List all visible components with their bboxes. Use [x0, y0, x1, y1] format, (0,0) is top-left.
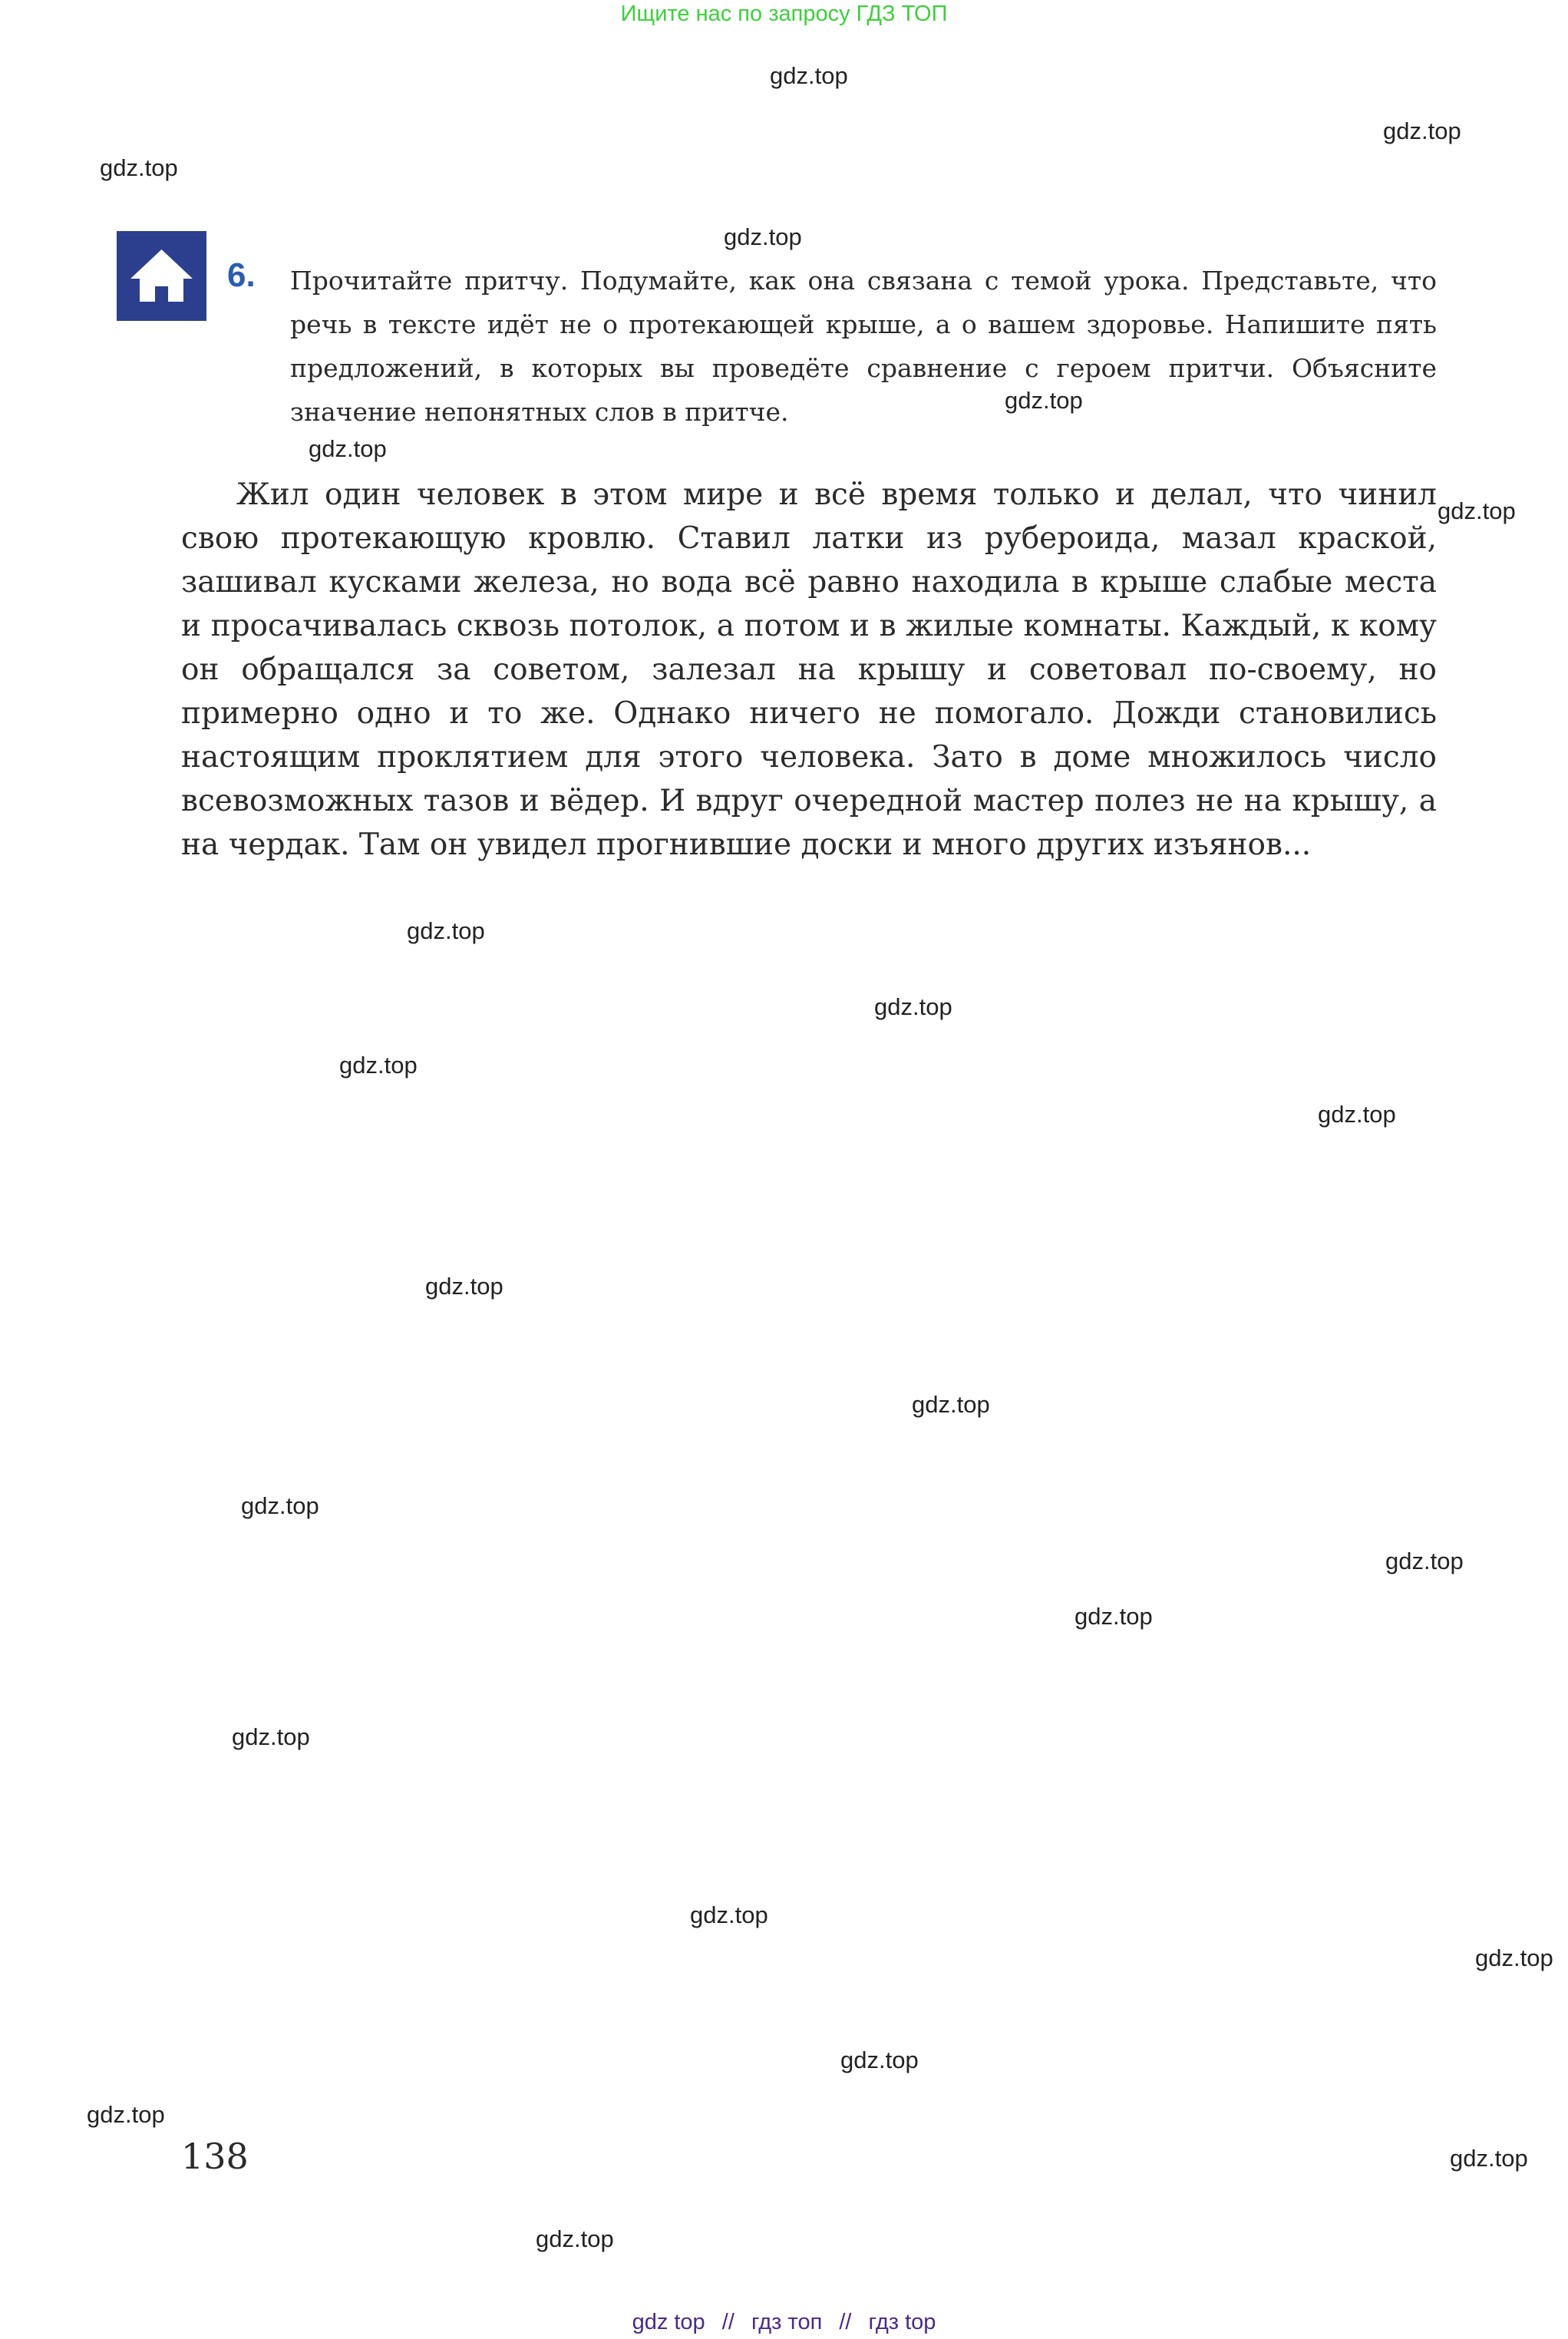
- watermark: gdz.top: [1450, 2145, 1528, 2172]
- watermark: gdz.top: [425, 1273, 503, 1300]
- header-banner[interactable]: Ищите нас по запросу ГДЗ ТОП: [620, 2, 948, 26]
- page-number: 138: [181, 2136, 249, 2177]
- watermark: gdz.top: [724, 223, 802, 250]
- parable-text: Жил один человек в этом мире и всё время только и делал, что чинил свою протекающую кровлю. Ставил латки из рубероида, мазал краской, зашивал кусками железа, но вода всё равно находила в крыше слабые места и просачивалась сквозь потолок, а потом и в жилые комнаты. Каждый, к кому он обращался за советом, залезал на крышу и советовал по-своему, но примерно одно и то же. Однако ничего не помогало. Дожди становились настоящим проклятием для этого человека. Зато в доме множилось число всевозможных тазов и вёдер. И вдруг очередной мастер полез не на крышу, а на чердак. Там он увидел прогнившие доски и много других изъянов...: [181, 477, 1437, 862]
- footer-links: [0, 2310, 1568, 2335]
- watermark: gdz.top: [840, 2047, 919, 2073]
- footer-separator: //: [839, 2310, 852, 2334]
- task-instruction: Прочитайте притчу. Подумайте, как она связана с темой урока. Представьте, что речь в тексте идёт не о протекающей крыше, а о вашем здоровье. Напишите пять предложений, в которых вы проведёте сравнение с героем притчи. Объясните значение непонятных слов в притче.: [290, 266, 1437, 427]
- watermark: gdz.top: [912, 1391, 990, 1418]
- watermark: gdz.top: [407, 917, 485, 944]
- watermark: gdz.top: [1475, 1944, 1553, 1971]
- watermark: gdz.top: [874, 993, 952, 1020]
- watermark: gdz.top: [1385, 1548, 1464, 1574]
- watermark: gdz.top: [87, 2101, 165, 2128]
- watermark: gdz.top: [690, 1901, 768, 1928]
- footer-link-2[interactable]: гдз топ: [751, 2310, 823, 2334]
- watermark: gdz.top: [536, 2225, 614, 2252]
- watermark: gdz.top: [1318, 1101, 1396, 1128]
- watermark: gdz.top: [100, 154, 178, 181]
- watermark: gdz.top: [770, 62, 848, 89]
- footer-separator: //: [721, 2310, 734, 2334]
- watermark: gdz.top: [339, 1052, 418, 1079]
- footer-link-1[interactable]: gdz top: [632, 2310, 705, 2334]
- watermark: gdz.top: [1074, 1603, 1153, 1630]
- task-number: 6.: [227, 256, 256, 294]
- watermark: gdz.top: [232, 1723, 310, 1750]
- watermark: gdz.top: [309, 435, 387, 462]
- watermark: gdz.top: [1383, 117, 1461, 144]
- watermark: gdz.top: [1005, 387, 1083, 414]
- footer-link-3[interactable]: гдз top: [868, 2310, 936, 2334]
- watermark: gdz.top: [1438, 497, 1516, 524]
- home-icon: [117, 231, 206, 321]
- watermark: gdz.top: [241, 1492, 319, 1519]
- home-icon-glyph: [117, 231, 206, 321]
